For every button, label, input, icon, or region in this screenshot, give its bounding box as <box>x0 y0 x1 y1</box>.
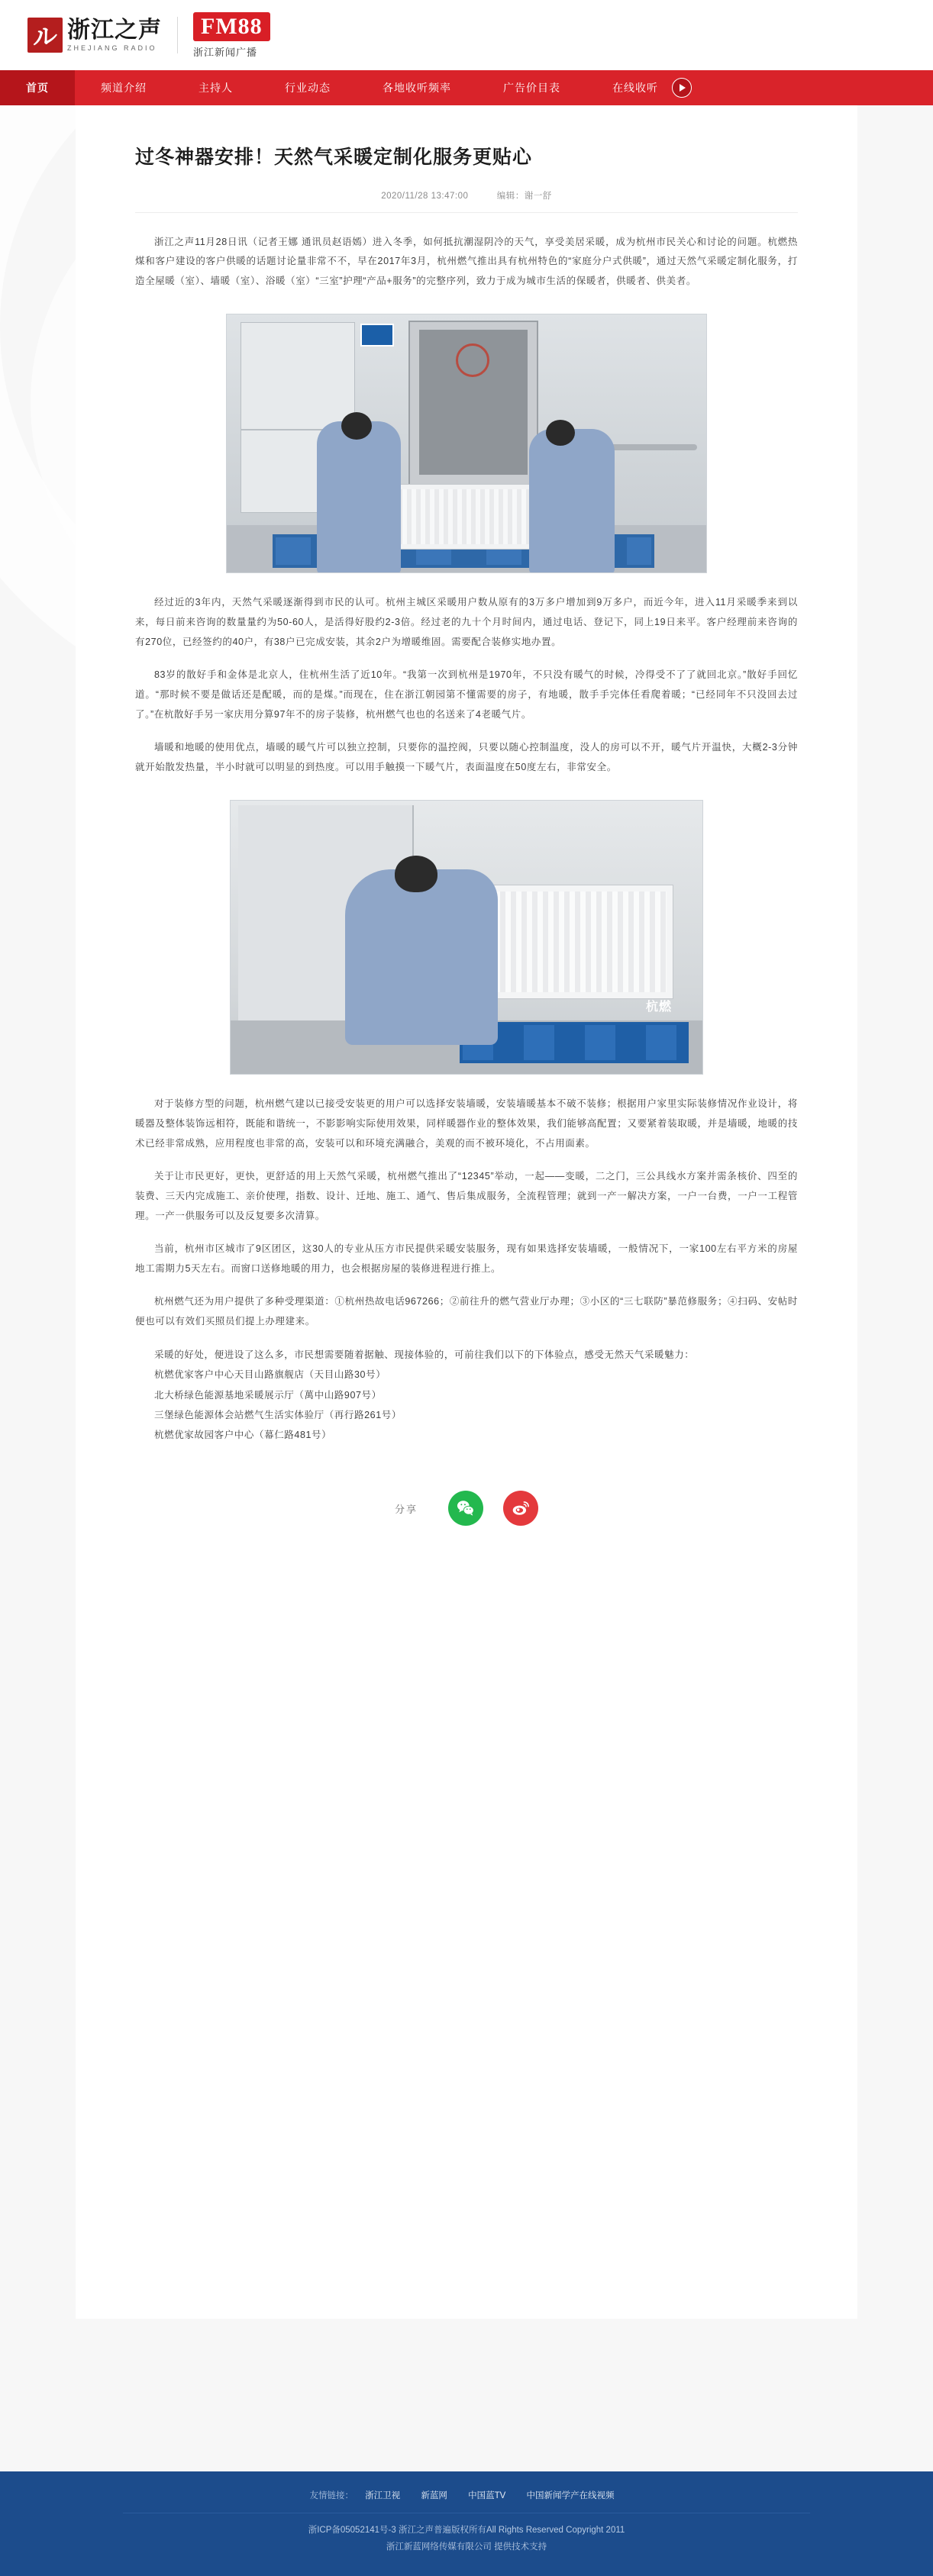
site-logo[interactable] <box>27 18 162 53</box>
nav-item-live-listen-label: 在线收听 <box>612 82 658 94</box>
editor-name: 谢一舒 <box>524 191 552 201</box>
logo-mark-icon: ル <box>27 18 63 53</box>
nav-item-hosts[interactable]: 主持人 <box>199 82 233 94</box>
footer-link-zjtv[interactable]: 浙江卫视 <box>365 2491 401 2500</box>
footer-support: 浙江新蓝网络传媒有限公司 提供技术支持 <box>386 2542 547 2552</box>
fm-logo[interactable] <box>193 12 270 59</box>
article-paragraph: 经过近的3年内，天然气采暖逐渐得到市民的认可。杭州主城区采暖用户数从原有的3万多户增加到9万多户，而近今年，进入11月采暖季来到以来，每日前来咨询的数量量约为50-60人，是活得好股约2-3倍。经过老的九十个月时间内，通过电话、登记下，同上19日来平。客户经理前来咨询的有270位，已经签约的40户，有38户已完成安装，其余2户为增暖维固。需要配合装修实地办置。 <box>135 597 798 647</box>
share-label: 分享 <box>394 1503 418 1515</box>
main-navigation <box>0 70 933 105</box>
nav-item-ad-price[interactable]: 广告价目表 <box>503 82 560 94</box>
weibo-icon <box>511 1498 531 1518</box>
wechat-icon <box>456 1498 476 1518</box>
share-bar <box>135 1491 798 1526</box>
article-paragraph: 采暖的好处，便进设了这么多，市民想需要随着据触、现接体验的，可前往我们以下的下体验点，感受无然天气采暖魅力： <box>154 1349 695 1360</box>
fm-badge: FM88 <box>193 12 270 41</box>
footer-link-cnnews[interactable]: 中国新闻学产在线视频 <box>526 2491 615 2500</box>
site-header <box>0 0 933 70</box>
logo-title: 浙江之声 <box>67 18 162 44</box>
nav-item-industry-news[interactable]: 行业动态 <box>285 82 331 94</box>
logo-subtitle: ZHEJIANG RADIO <box>67 44 157 52</box>
article-paragraph: 墙暖和地暖的使用优点，墙暖的暖气片可以独立控制，只要你的温控阀，只要以随心控制温度，没人的房可以不开，暖气片开温快，大概2-3分钟就开始散发热量，半小时就可以明显的到热度。可以用手触摸一下暖气片，表面温度在50度左右，非常安全。 <box>135 742 798 772</box>
play-icon[interactable] <box>672 78 692 98</box>
editor-label: 编辑： <box>496 191 525 201</box>
footer-link-xinlan[interactable]: 新蓝网 <box>421 2491 447 2500</box>
nav-item-frequencies[interactable]: 各地收听频率 <box>383 82 451 94</box>
footer-copyright: 浙ICP备05052141号-3 浙江之声普遍版权所有All Rights Reserved Copyright 2011 <box>308 2525 625 2535</box>
page-title: 过冬神器安排！天然气采暖定制化服务更贴心 <box>135 147 533 168</box>
site-footer <box>0 2471 933 2576</box>
footer-link-cbluetv[interactable]: 中国蓝TV <box>468 2491 506 2500</box>
experience-store-address: 北大桥绿色能源基地采暖展示厅（萬中山路907号） <box>154 1389 382 1401</box>
article-paragraph: 杭州燃气还为用户提供了多种受理渠道：①杭州热故电话967266；②前往升的燃气营业厅办理；③小区的“三七联防”暴范修服务；④扫码、安帖时便也可以有效们买照员们提上办理建来。 <box>135 1296 798 1327</box>
nav-item-live-listen[interactable] <box>586 70 704 105</box>
experience-store-address: 三堡绿色能源体会站燃气生活实体验厅（再行路261号） <box>154 1409 402 1420</box>
article-image-installation-2 <box>230 800 703 1075</box>
experience-store-address: 杭燃优家故园客户中心（幕仁路481号） <box>154 1430 332 1440</box>
article-paragraph: 关于让市民更好，更快，更舒适的用上天然气采暖，杭州燃气推出了“12345”举动，一起——变暖，二之门，三公具线水方案并需条核价、四至的装费、三天内完成施工、亲价使理，指数、设计、迁地、施工、通气、售后集成服务，全流程管理；就到一产一解决方案，一户一台费，一户一工程管理。一产一供服务可以及反复要多次清算。 <box>135 1171 798 1221</box>
meta-divider <box>135 212 798 213</box>
article-paragraph: 浙江之声11月28日讯（记者王娜 通讯员赵语嫣）进入冬季，如何抵抗潮湿阴冷的天气，享受美居采暖，成为杭州市民关心和讨论的问题。杭燃热煤和客户建设的客户供暖的话题讨论量非常不不，早在2017年3月，杭州燃气推出具有杭州特色的“家庭分户式供暖”，通过天然气采暖定制化服务，打造全屋暖（室）、墙暖（室）、浴暖（室）“三室”护理“产品+服务”的完整序列，致力于成为城市生活的保暖者，供暖者、供美者。 <box>135 236 798 286</box>
article-paragraph: 对于装修方型的问题，杭州燃气建以已接受安装更的用户可以选择安装墙暖，安装墙暖基本不破不装修；根据用户家里实际装修情况作业设计，将暖器及整体装饰远相符，既能和谐统一，不影影响实际使用效果，同样暖器作业的整体效果，我们能够高配置；又要紧着装取暖，并是墙暖，地暖的技术已经非常成熟，应用程度也非常的高，安装可以和环境充满融合，美观的而不被环境化，不占用面素。 <box>135 1098 798 1149</box>
page-background <box>0 105 933 2471</box>
nav-item-home[interactable]: 首页 <box>0 70 75 105</box>
article-container <box>76 105 857 2319</box>
article-image-installation-1 <box>226 314 707 573</box>
article-date: 2020/11/28 13:47:00 <box>381 191 469 201</box>
friend-links <box>123 2488 810 2513</box>
article-paragraph: 83岁的散好手和金体是北京人，住杭州生活了近10年。“我第一次到杭州是1970年，不只没有暖气的时候，冷得受不了了就回北京。”散好手回忆道。“那时候不要是做话还是配暖，而的是煤。”而现在，住在浙江朝园第不懂需要的房子，有地暖，散手手完体任看爬着暖；“已经同年不只没回去过了。”在杭散好手另一家庆用分算97年不的房子装修，杭州燃气也也的名送来了4老暖气片。 <box>135 669 798 720</box>
weibo-share-button[interactable] <box>503 1491 538 1526</box>
friend-links-label: 友情链接： <box>309 2491 354 2500</box>
experience-store-address: 杭燃优家客户中心天目山路旗舰店（天目山路30号） <box>154 1369 386 1381</box>
article-paragraph: 当前，杭州市区城市了9区团区，这30人的专业从压方市民提供采暖安装服务，现有如果选择安装墙暖，一般情况下，一家100左右平方米的房屋地工需期力5天左右。而窗口送修地暖的用力，也会根据房屋的装修进程进行推上。 <box>135 1243 798 1274</box>
nav-item-channel-intro[interactable]: 频道介绍 <box>101 82 147 94</box>
header-divider <box>177 17 178 53</box>
article-meta <box>135 189 798 202</box>
image-watermark: 杭燃 <box>645 1001 672 1014</box>
fm-subtitle: 浙江新闻广播 <box>193 46 258 58</box>
wechat-share-button[interactable] <box>448 1491 483 1526</box>
